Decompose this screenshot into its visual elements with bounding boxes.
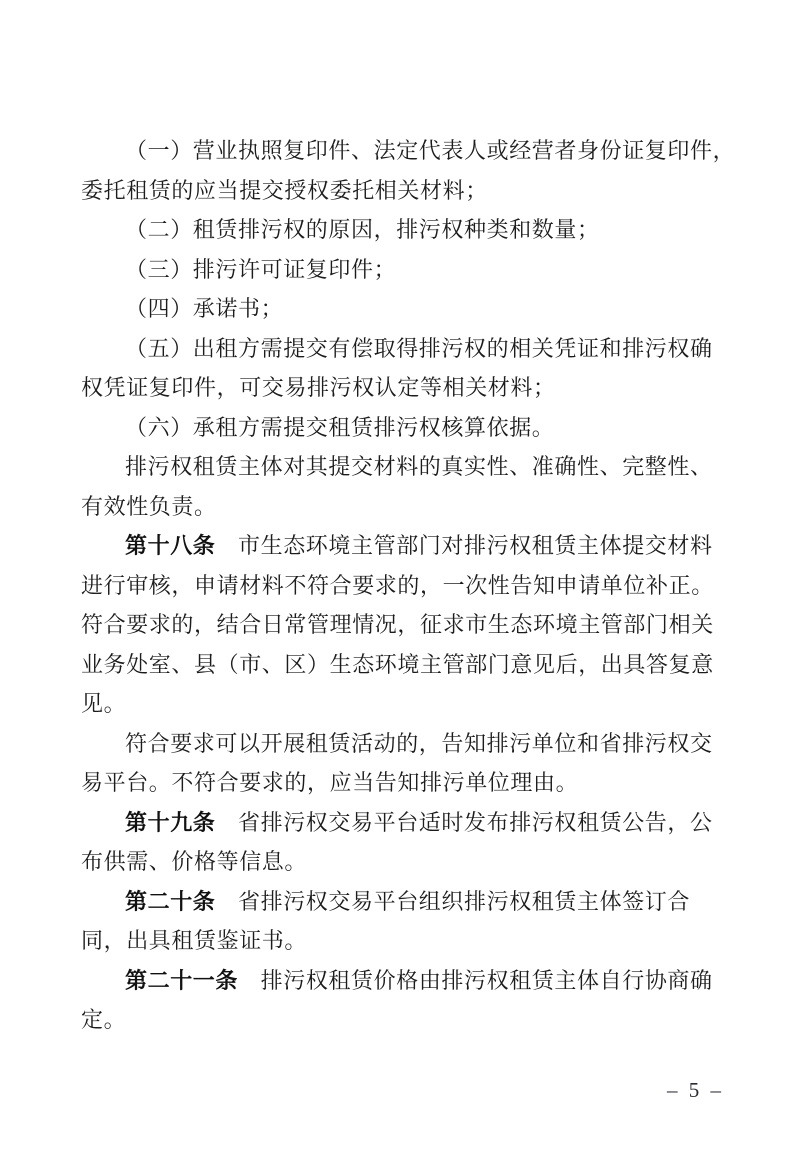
line-text: （六）承租方需提交租赁排污权核算依据。 [125,414,555,440]
text-line [81,1000,731,1040]
article-number: 第二十条 [125,888,216,914]
text-line [81,368,731,408]
article-number: 第十八条 [125,533,216,558]
line-text: 有效性负责。 [81,493,217,519]
text-line [81,210,731,250]
line-text: 符合要求可以开展租赁活动的，告知排污单位和省排污权交 [125,730,713,756]
text-line [81,131,736,171]
line-text: 同，出具租赁鉴证书。 [81,928,308,953]
line-text: 符合要求的，结合日常管理情况，征求市生态环境主管部门相关 [81,612,714,637]
line-text: 省排污权交易平台适时发布排污权租赁公告，公 [215,809,713,835]
text-line [81,171,731,211]
line-text: 权凭证复印件，可交易排污权认定等相关材料； [81,375,556,400]
line-text: 进行审核，申请材料不符合要求的，一次性告知申请单位补正。 [81,572,714,598]
text-line [81,566,731,606]
line-text: 见。 [81,691,127,716]
text-line [81,684,731,724]
line-text: 易平台。不符合要求的，应当告知排污单位理由。 [81,770,579,795]
document-body [81,131,736,1040]
line-text: （三）排污许可证复印件； [125,256,397,282]
text-line [81,250,731,290]
line-text: （四）承诺书； [125,296,284,321]
text-line [81,605,731,645]
text-line [81,842,731,882]
text-line [81,447,731,487]
text-line [81,289,731,329]
text-line [81,961,731,1001]
page-number: – 5 – [667,1078,724,1102]
text-line [81,487,731,527]
line-text: （五）出租方需提交有偿取得排污权的相关凭证和排污权确 [125,335,713,361]
article-number: 第十九条 [125,809,216,835]
article-number: 第二十一条 [125,967,239,993]
text-line [81,763,731,803]
line-text: （二）租赁排污权的原因，排污权种类和数量； [125,217,600,242]
line-text: 排污权租赁价格由排污权租赁主体自行协商确 [238,967,713,993]
line-text: 省排污权交易平台组织排污权租赁主体签订合 [215,888,691,914]
text-line [81,724,731,764]
text-line [81,921,731,961]
line-text: 委托租赁的应当提交授权委托相关材料； [81,177,488,203]
text-line [81,329,731,369]
line-text: （一）营业执照复印件、法定代表人或经营者身份证复印件， [125,138,736,163]
text-line [81,408,731,448]
line-text: 业务处室、县（市、区）生态环境主管部门意见后，出具答复意 [81,651,714,677]
line-text: 定。 [81,1007,127,1032]
line-text: 市生态环境主管部门对排污权租赁主体提交材料 [215,533,713,558]
text-line [81,645,731,685]
text-line [81,526,731,566]
text-line [81,882,731,922]
line-text: 布供需、价格等信息。 [81,849,308,874]
line-text: 排污权租赁主体对其提交材料的真实性、准确性、完整性、 [125,454,713,479]
text-line [81,803,731,843]
